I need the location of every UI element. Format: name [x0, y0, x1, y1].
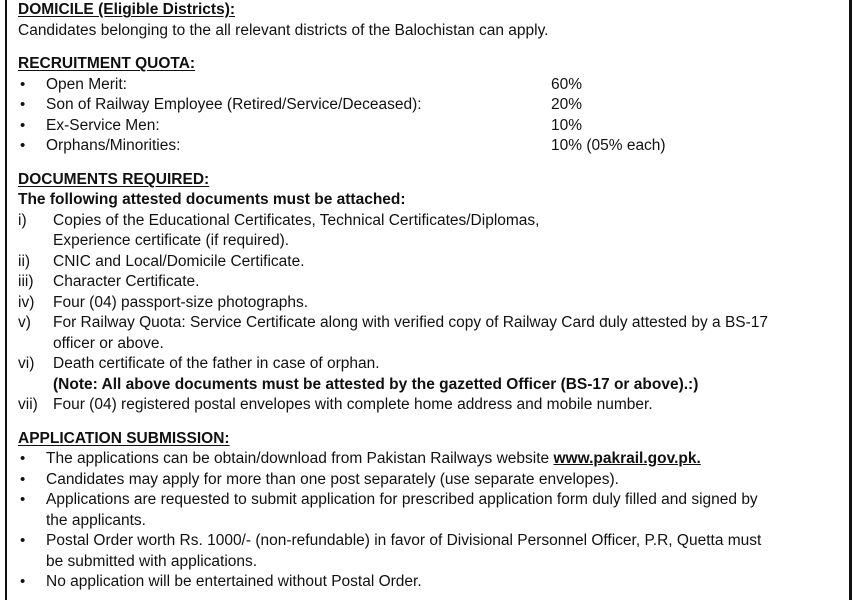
- bullet-icon: [18, 531, 46, 552]
- item-text: Four (04) passport-size photographs.: [53, 293, 309, 311]
- document-item: [18, 211, 838, 252]
- document-item: [18, 313, 838, 354]
- bullet-icon: [18, 75, 46, 96]
- quota-label: Ex-Service Men:: [46, 116, 160, 134]
- item-text: be submitted with applications.: [46, 552, 258, 570]
- bullet-icon: [18, 490, 46, 511]
- item-text: officer or above.: [53, 334, 164, 352]
- document-item: [18, 395, 838, 416]
- item-text: the applicants.: [46, 511, 146, 529]
- item-number: vi): [18, 355, 35, 372]
- attestation-note: (Note: All above documents must be attested by the gazetted Officer (BS-17 or above).:): [53, 375, 699, 393]
- quota-value: 10% (05% each): [551, 137, 666, 154]
- website-link[interactable]: www.pakrail.gov.pk.: [553, 450, 701, 467]
- quota-value: 10%: [551, 116, 583, 134]
- domicile-text: Candidates belonging to the all relevant districts of the Balochistan can apply.: [18, 21, 549, 39]
- item-text: No application will be entertained without Postal Order.: [46, 573, 422, 590]
- item-number: iv): [18, 293, 35, 311]
- item-number: v): [18, 314, 31, 331]
- document-body: [18, 0, 838, 593]
- submission-item: [18, 490, 838, 531]
- item-number: iii): [18, 273, 34, 290]
- item-text: The applications can be obtain/download from Pakistan Railways website: [46, 450, 554, 467]
- quota-label: Open Merit:: [46, 75, 127, 93]
- item-text: Four (04) registered postal envelopes with complete home address and mobile number.: [53, 396, 653, 413]
- submission-item: [18, 572, 838, 593]
- document-item: [18, 354, 838, 375]
- item-number: i): [18, 211, 27, 229]
- documents-intro: The following attested documents must be attached:: [18, 191, 406, 208]
- item-text: For Railway Quota: Service Certificate along with verified copy of Railway Card duly attested by a BS-17: [53, 314, 769, 331]
- submission-item: [18, 531, 838, 572]
- domicile-heading: DOMICILE (Eligible Districts):: [18, 1, 236, 18]
- document-item: [18, 293, 838, 314]
- item-text: Death certificate of the father in case of orphan.: [53, 355, 380, 372]
- left-border: [5, 0, 7, 600]
- document-item: [18, 252, 838, 273]
- quota-value: 20%: [551, 96, 583, 113]
- item-number: vii): [18, 396, 38, 413]
- quota-item-railway-employee: [18, 95, 838, 116]
- quota-label: Son of Railway Employee (Retired/Service/Deceased):: [46, 96, 422, 113]
- item-text: Character Certificate.: [53, 273, 200, 290]
- documents-heading: DOCUMENTS REQUIRED:: [18, 170, 210, 188]
- quota-value: 60%: [551, 75, 583, 93]
- quota-item-open-merit: [18, 75, 838, 96]
- submission-heading: APPLICATION SUBMISSION:: [18, 429, 230, 447]
- bullet-icon: [18, 136, 46, 157]
- item-text: Copies of the Educational Certificates, Technical Certificates/Diplomas,: [53, 211, 540, 229]
- document-item: [18, 272, 838, 293]
- item-text: Postal Order worth Rs. 1000/- (non-refundable) in favor of Divisional Personnel Officer, P.R, Quetta must: [46, 532, 762, 549]
- quota-item-ex-service: [18, 116, 838, 137]
- item-number: ii): [18, 252, 31, 270]
- quota-list: [18, 75, 838, 157]
- bullet-icon: [18, 449, 46, 470]
- quota-item-orphans: [18, 136, 838, 157]
- submission-item: [18, 470, 838, 491]
- bullet-icon: [18, 116, 46, 137]
- bullet-icon: [18, 572, 46, 593]
- item-text: Experience certificate (if required).: [53, 232, 290, 249]
- item-text: Candidates may apply for more than one post separately (use separate envelopes).: [46, 470, 619, 488]
- bullet-icon: [18, 470, 46, 491]
- submission-item: [18, 449, 838, 470]
- quota-label: Orphans/Minorities:: [46, 137, 181, 154]
- item-text: Applications are requested to submit application for prescribed application form duly filled and signed by: [46, 491, 758, 508]
- quota-heading: RECRUITMENT QUOTA:: [18, 55, 196, 72]
- bullet-icon: [18, 95, 46, 116]
- item-text: CNIC and Local/Domicile Certificate.: [53, 252, 305, 270]
